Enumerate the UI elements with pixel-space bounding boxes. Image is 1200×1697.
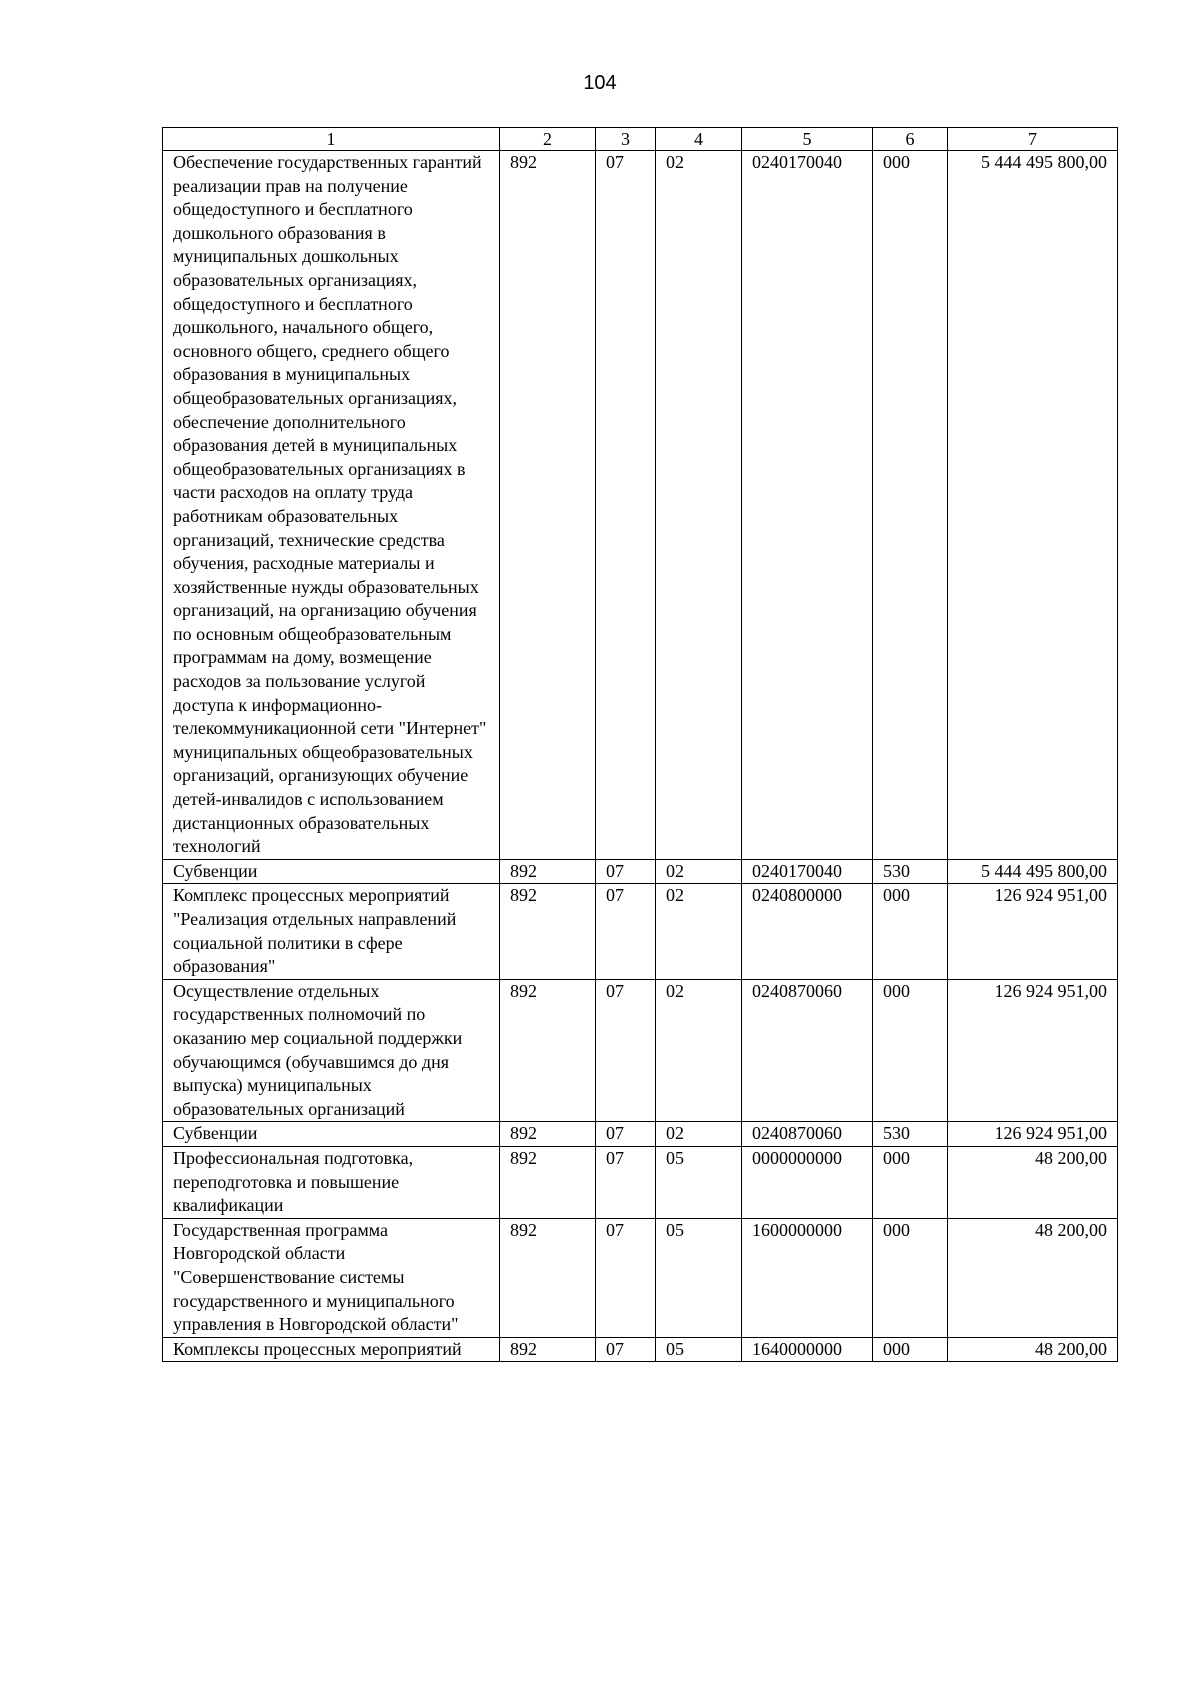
amount-cell: 126 924 951,00 — [948, 1122, 1118, 1147]
table-row — [163, 979, 1118, 1122]
section-code-cell: 07 — [596, 151, 656, 860]
expense-type-cell: 000 — [873, 979, 948, 1122]
expense-type-cell: 000 — [873, 1146, 948, 1218]
target-code-cell: 0240170040 — [742, 859, 873, 884]
column-header-2: 2 — [500, 128, 596, 151]
column-header-6: 6 — [873, 128, 948, 151]
target-code-cell: 0240870060 — [742, 979, 873, 1122]
expense-name-cell: Обеспечение государственных гарантий реализации прав на получение общедоступного и бесплатного дошкольного образования в муниципальных дошкольных образовательных организациях, общедоступного и бесплатного дошкольного, начального общего, основного общего, среднего общего образования в муниципальных общеобразовательных организациях, обеспечение дополнительного образования детей в муниципальных общеобразовательных организациях в части расходов на оплату труда работникам образовательных организаций, технические средства обучения, расходные материалы и хозяйственные нужды образовательных организаций, на организацию обучения по основным общеобразовательным программам на дому, возмещение расходов за пользование услугой доступа к информационно-телекоммуникационной сети "Интернет" муниципальных общеобразовательных организаций, организующих обучение детей-инвалидов с использованием дистанционных образовательных технологий — [163, 151, 500, 860]
column-header-4: 4 — [656, 128, 742, 151]
amount-cell: 126 924 951,00 — [948, 979, 1118, 1122]
expense-name-cell: Профессиональная подготовка, переподготовка и повышение квалификации — [163, 1146, 500, 1218]
column-header-7: 7 — [948, 128, 1118, 151]
admin-code-cell: 892 — [500, 859, 596, 884]
table-row — [163, 1218, 1118, 1337]
admin-code-cell: 892 — [500, 1218, 596, 1337]
admin-code-cell: 892 — [500, 1146, 596, 1218]
page-number: 104 — [583, 72, 617, 94]
table-row — [163, 151, 1118, 860]
subsection-code-cell: 02 — [656, 859, 742, 884]
expense-name-cell: Государственная программа Новгородской области "Совершенствование системы государственного и муниципального управления в Новгородской области" — [163, 1218, 500, 1337]
table-row — [163, 1146, 1118, 1218]
expense-name-cell: Комплекс процессных мероприятий "Реализация отдельных направлений социальной политики в сфере образования" — [163, 884, 500, 979]
amount-cell: 5 444 495 800,00 — [948, 151, 1118, 860]
section-code-cell: 07 — [596, 859, 656, 884]
amount-cell: 48 200,00 — [948, 1337, 1118, 1362]
table-header-row — [163, 128, 1118, 151]
budget-table — [162, 127, 1118, 1362]
amount-cell: 5 444 495 800,00 — [948, 859, 1118, 884]
column-header-1: 1 — [163, 128, 500, 151]
section-code-cell: 07 — [596, 1337, 656, 1362]
subsection-code-cell: 05 — [656, 1146, 742, 1218]
section-code-cell: 07 — [596, 1146, 656, 1218]
amount-cell: 48 200,00 — [948, 1218, 1118, 1337]
section-code-cell: 07 — [596, 1218, 656, 1337]
target-code-cell: 0240870060 — [742, 1122, 873, 1147]
subsection-code-cell: 02 — [656, 884, 742, 979]
table-row — [163, 884, 1118, 979]
table-row — [163, 1337, 1118, 1362]
amount-cell: 126 924 951,00 — [948, 884, 1118, 979]
subsection-code-cell: 02 — [656, 979, 742, 1122]
expense-type-cell: 000 — [873, 1337, 948, 1362]
expense-name-cell: Субвенции — [163, 1122, 500, 1147]
subsection-code-cell: 02 — [656, 151, 742, 860]
expense-name-cell: Осуществление отдельных государственных полномочий по оказанию мер социальной поддержки обучающимся (обучавшимся до дня выпуска) муниципальных образовательных организаций — [163, 979, 500, 1122]
table-row — [163, 859, 1118, 884]
expense-type-cell: 000 — [873, 884, 948, 979]
section-code-cell: 07 — [596, 979, 656, 1122]
admin-code-cell: 892 — [500, 1337, 596, 1362]
admin-code-cell: 892 — [500, 979, 596, 1122]
target-code-cell: 0240800000 — [742, 884, 873, 979]
section-code-cell: 07 — [596, 1122, 656, 1147]
expense-type-cell: 530 — [873, 859, 948, 884]
subsection-code-cell: 05 — [656, 1218, 742, 1337]
subsection-code-cell: 02 — [656, 1122, 742, 1147]
admin-code-cell: 892 — [500, 884, 596, 979]
target-code-cell: 1600000000 — [742, 1218, 873, 1337]
target-code-cell: 0000000000 — [742, 1146, 873, 1218]
admin-code-cell: 892 — [500, 1122, 596, 1147]
expense-type-cell: 000 — [873, 1218, 948, 1337]
expense-type-cell: 000 — [873, 151, 948, 860]
section-code-cell: 07 — [596, 884, 656, 979]
target-code-cell: 1640000000 — [742, 1337, 873, 1362]
subsection-code-cell: 05 — [656, 1337, 742, 1362]
expense-name-cell: Субвенции — [163, 859, 500, 884]
column-header-3: 3 — [596, 128, 656, 151]
table-row — [163, 1122, 1118, 1147]
target-code-cell: 0240170040 — [742, 151, 873, 860]
expense-type-cell: 530 — [873, 1122, 948, 1147]
admin-code-cell: 892 — [500, 151, 596, 860]
column-header-5: 5 — [742, 128, 873, 151]
expense-name-cell: Комплексы процессных мероприятий — [163, 1337, 500, 1362]
amount-cell: 48 200,00 — [948, 1146, 1118, 1218]
